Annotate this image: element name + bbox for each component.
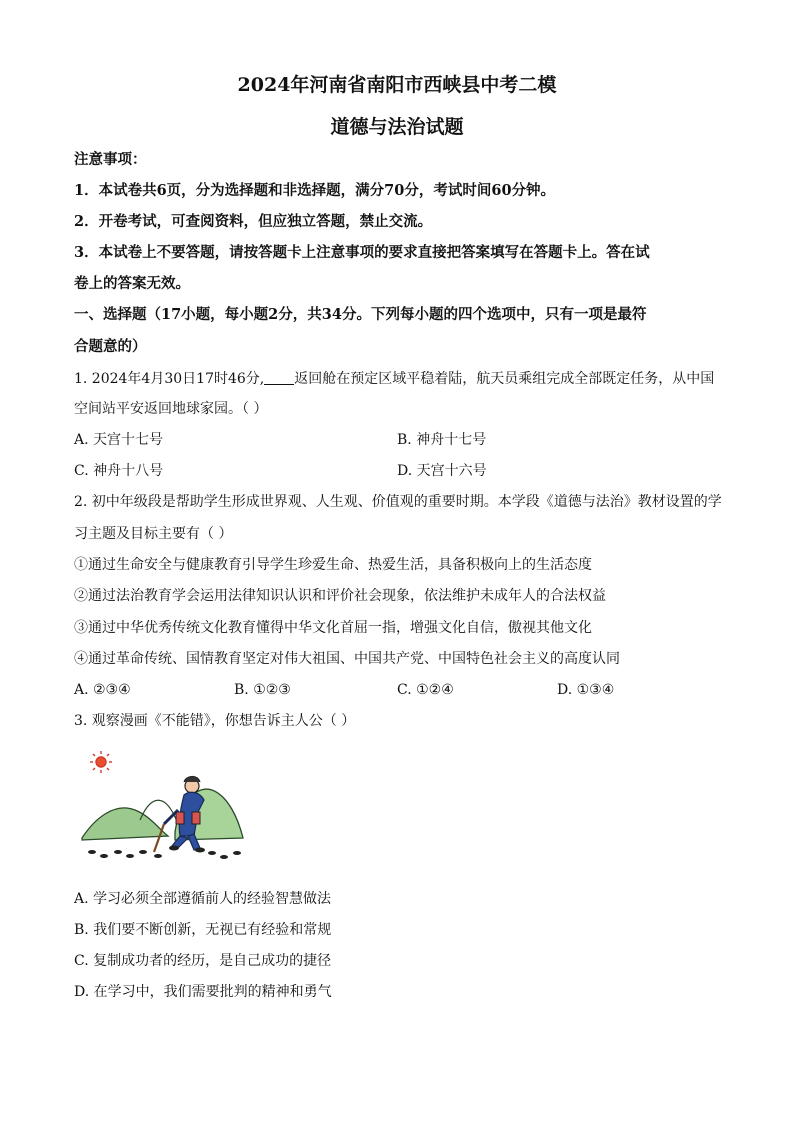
hill-left <box>82 808 168 840</box>
question-1-stem-cont: 空间站平安返回地球家园。（ ） <box>74 401 268 417</box>
q2-statement: ②通过法治教育学会运用法律知识认识和评价社会现象，依法维护未成年人的合法权益 <box>74 588 606 604</box>
q2-statement: ③通过中华优秀传统文化教育懂得中华文化首屈一指，增强文化自信，傲视其他文化 <box>74 620 592 636</box>
answer-blank <box>264 370 294 385</box>
q3-option-d: D. 在学习中，我们需要批判的精神和勇气 <box>74 984 332 1000</box>
q2-option-a: A. ②③④ <box>74 682 131 698</box>
question-1-stem <box>74 369 714 389</box>
notice-item: 2．开卷考试，可查阅资料，但应独立答题，禁止交流。 <box>74 213 433 230</box>
footprints <box>88 850 241 859</box>
q3-option-a: A. 学习必须全部遵循前人的经验智慧做法 <box>74 891 332 907</box>
question-2-stem-cont: 习主题及目标主要有（ ） <box>74 526 233 542</box>
question-3-stem: 3. 观察漫画《不能错》，你想告诉主人公（ ） <box>74 713 356 729</box>
cartoon-illustration <box>80 740 250 870</box>
q2-option-c: C. ①②④ <box>397 682 454 698</box>
notice-heading: 注意事项： <box>74 151 147 168</box>
q1-stem-part-b: 返回舱在预定区域平稳着陆，航天员乘组完成全部既定任务，从中国 <box>294 371 715 387</box>
q2-statement: ④通过革命传统、国情教育坚定对伟大祖国、中国共产党、中国特色社会主义的高度认同 <box>74 651 620 667</box>
q1-option-a: A. 天宫十七号 <box>74 432 164 448</box>
section-heading: 一、选择题（17小题，每小题2分，共34分。下列每小题的四个选项中，只有一项是最符 <box>74 306 647 323</box>
q2-option-d: D. ①③④ <box>557 682 615 698</box>
q1-option-d: D. 天宫十六号 <box>397 463 487 479</box>
person-figure <box>154 776 205 852</box>
q3-option-b: B. 我们要不断创新，无视已有经验和常规 <box>74 922 332 938</box>
notice-item: 1．本试卷共6页，分为选择题和非选择题，满分70分，考试时间60分钟。 <box>74 182 556 199</box>
q1-option-b: B. 神舟十七号 <box>397 432 487 448</box>
q1-option-c: C. 神舟十八号 <box>74 463 164 479</box>
exam-title: 2024年河南省南阳市西峡县中考二模 <box>237 74 557 96</box>
sun-icon <box>90 751 112 773</box>
notice-item: 卷上的答案无效。 <box>74 275 190 292</box>
question-2-stem: 2. 初中年级段是帮助学生形成世界观、人生观、价值观的重要时期。本学段《道德与法治》教材设置的学 <box>74 494 722 510</box>
q2-statement: ①通过生命安全与健康教育引导学生珍爱生命、热爱生活，具备积极向上的生活态度 <box>74 557 592 573</box>
q3-option-c: C. 复制成功者的经历，是自己成功的捷径 <box>74 953 332 969</box>
section-heading-cont: 合题意的） <box>74 338 147 355</box>
notice-item: 3．本试卷上不要答题，请按答题卡上注意事项的要求直接把答案填写在答题卡上。答在试 <box>74 244 650 261</box>
q1-stem-part-a: 1. 2024年4月30日17时46分, <box>74 371 265 387</box>
q2-option-b: B. ①②③ <box>234 682 291 698</box>
exam-subtitle: 道德与法治试题 <box>330 116 464 138</box>
